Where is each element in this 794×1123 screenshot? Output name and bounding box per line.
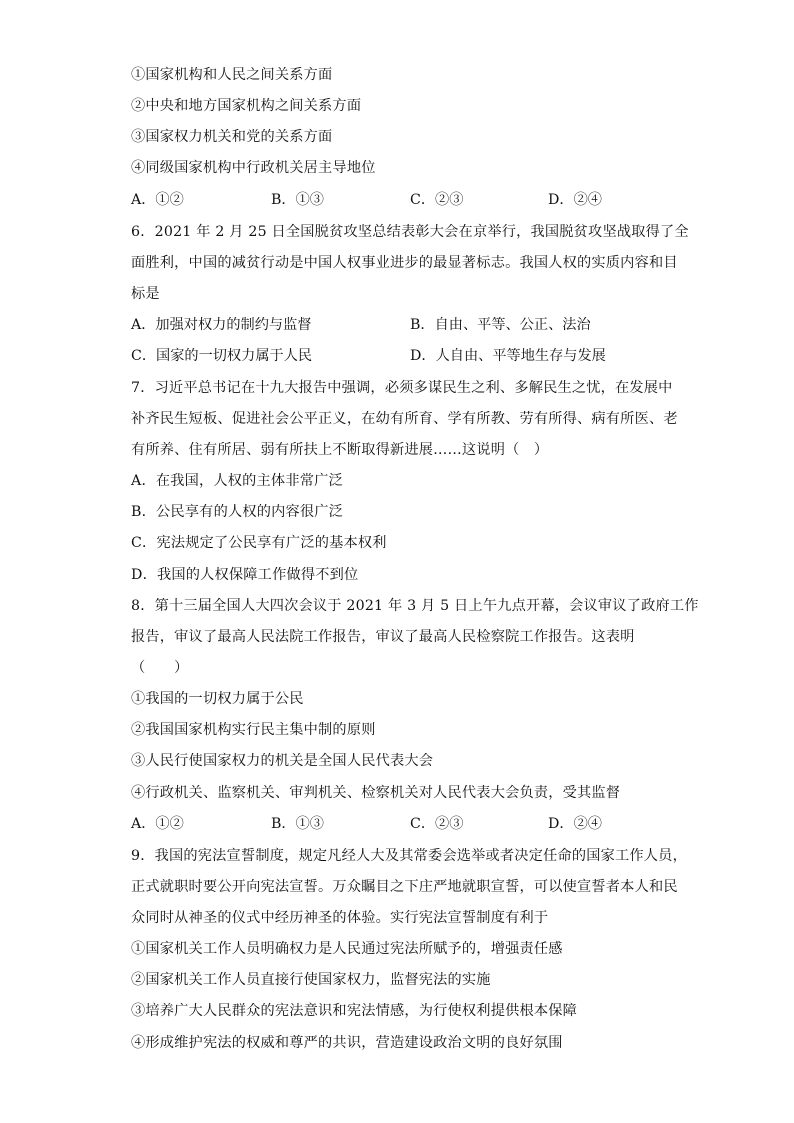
q5-item-3: ③国家权力机关和党的关系方面 bbox=[131, 129, 333, 145]
q5-item-2: ②中央和地方国家机构之间关系方面 bbox=[131, 98, 362, 114]
q6-stem-line-3: 标是 bbox=[131, 286, 160, 302]
q8-option-b: B．①③ bbox=[271, 816, 324, 832]
q9-stem-line-1: 9．我国的宪法宣誓制度，规定凡经人大及其常委会选举或者决定任命的国家工作人员， bbox=[131, 848, 687, 864]
q6-option-a: A．加强对权力的制约与监督 bbox=[131, 317, 312, 333]
q9-stem-line-3: 众同时从神圣的仪式中经历神圣的体验。实行宪法宣誓制度有利于 bbox=[131, 910, 549, 926]
q7-stem-line-2: 补齐民生短板、促进社会公平正义，在幼有所育、学有所教、劳有所得、病有所医、老 bbox=[131, 411, 678, 427]
q8-item-1: ①我国的一切权力属于公民 bbox=[131, 691, 304, 707]
q8-option-c: C．②③ bbox=[410, 816, 464, 832]
q8-stem-line-3: （ ） bbox=[131, 660, 189, 676]
q5-item-4: ④同级国家机构中行政机关居主导地位 bbox=[131, 160, 376, 176]
q6-option-b: B．自由、平等、公正、法治 bbox=[410, 317, 591, 333]
q6-option-c: C．国家的一切权力属于人民 bbox=[131, 348, 313, 364]
q7-option-c: C．宪法规定了公民享有广泛的基本权利 bbox=[131, 535, 387, 551]
q9-item-1: ①国家机关工作人员明确权力是人民通过宪法所赋予的，增强责任感 bbox=[131, 941, 563, 957]
q8-option-d: D．②④ bbox=[548, 816, 602, 832]
q7-option-a: A．在我国，人权的主体非常广泛 bbox=[131, 473, 343, 489]
q5-item-1: ①国家机构和人民之间关系方面 bbox=[131, 67, 333, 83]
q7-option-d: D．我国的人权保障工作做得不到位 bbox=[131, 567, 359, 583]
q8-item-4: ④行政机关、监察机关、审判机关、检察机关对人民代表大会负责，受其监督 bbox=[131, 785, 621, 801]
q6-stem-line-2: 面胜利，中国的减贫行动是中国人权事业进步的最显著标志。我国人权的实质内容和目 bbox=[131, 255, 678, 271]
q5-option-b: B．①③ bbox=[271, 192, 324, 208]
q8-item-2: ②我国国家机构实行民主集中制的原则 bbox=[131, 722, 376, 738]
q6-stem-line-1: 6．2021 年 2 月 25 日全国脱贫攻坚总结表彰大会在京举行，我国脱贫攻坚战取得了全 bbox=[131, 224, 689, 240]
q9-item-2: ②国家机关工作人员直接行使国家权力，监督宪法的实施 bbox=[131, 972, 491, 988]
q9-item-3: ③培养广大人民群众的宪法意识和宪法情感，为行使权利提供根本保障 bbox=[131, 1003, 578, 1019]
q5-option-a: A．①② bbox=[131, 192, 184, 208]
q7-option-b: B．公民享有的人权的内容很广泛 bbox=[131, 504, 344, 520]
q8-stem-line-2: 报告，审议了最高人民法院工作报告，审议了最高人民检察院工作报告。这表明 bbox=[131, 629, 635, 645]
q7-stem-line-1: 7．习近平总书记在十九大报告中强调，必须多谋民生之利、多解民生之忧，在发展中 bbox=[131, 380, 673, 396]
q8-stem-line-1: 8．第十三届全国人大四次会议于 2021 年 3 月 5 日上午九点开幕，会议审议了政府工作 bbox=[131, 598, 699, 614]
q9-item-4: ④形成维护宪法的权威和尊严的共识，营造建设政治文明的良好氛围 bbox=[131, 1035, 563, 1051]
q6-option-d: D．人自由、平等地生存与发展 bbox=[410, 348, 606, 364]
q8-option-a: A．①② bbox=[131, 816, 184, 832]
q5-option-d: D．②④ bbox=[548, 192, 602, 208]
q9-stem-line-2: 正式就职时要公开向宪法宣誓。万众瞩目之下庄严地就职宣誓，可以使宣誓者本人和民 bbox=[131, 879, 678, 895]
q8-item-3: ③人民行使国家权力的机关是全国人民代表大会 bbox=[131, 753, 434, 769]
q7-stem-line-3: 有所养、住有所居、弱有所扶上不断取得新进展……这说明（ ） bbox=[131, 442, 549, 458]
q5-option-c: C．②③ bbox=[410, 192, 464, 208]
